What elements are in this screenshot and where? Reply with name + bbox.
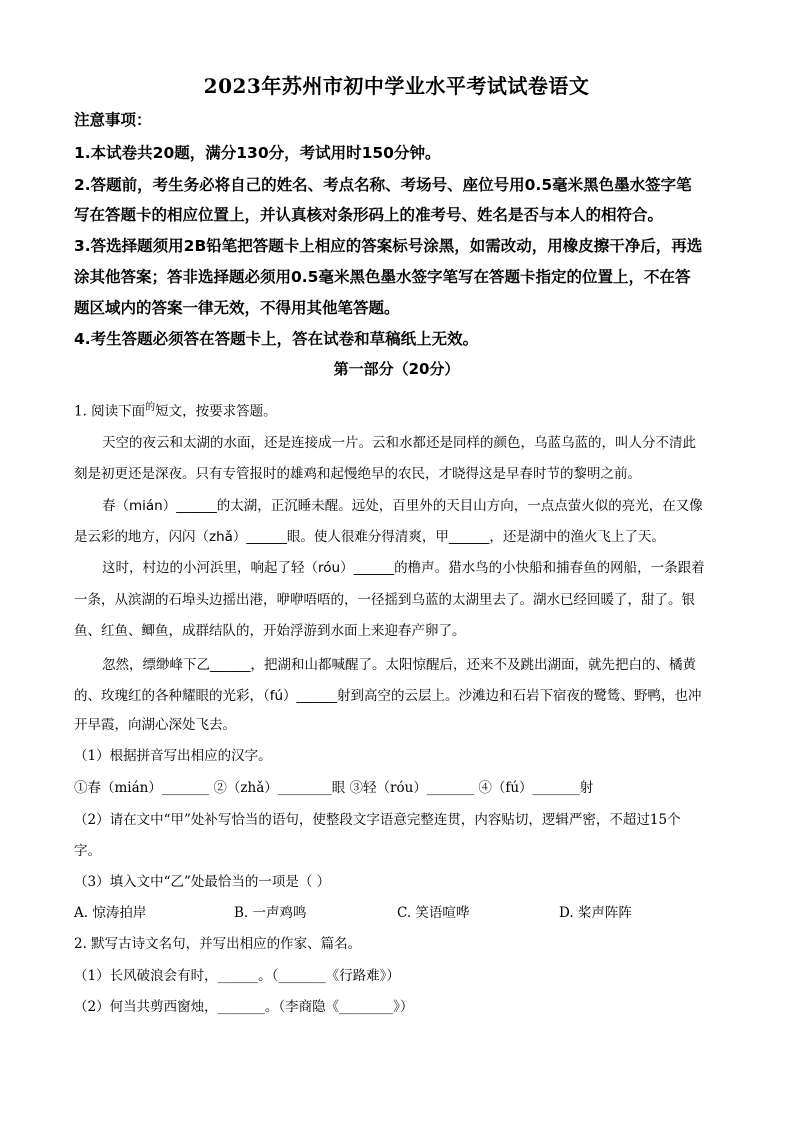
sub-question-1-answers: ①春（mián）_______ ②（zhǎ）________眼 ③轻（róu）_______ ④（fú）_______射 xyxy=(74,780,594,796)
notice-line: 1.本试卷共20题，满分130分，考试用时150分钟。 xyxy=(74,144,441,162)
option-d: D. 桨声阵阵 xyxy=(559,905,632,921)
question-2-stem: 2. 默写古诗文名句，并写出相应的作家、篇名。 xyxy=(74,936,362,952)
question-1-stem-pre: 1. 阅读下面 xyxy=(74,403,146,420)
notice-heading: 注意事项： xyxy=(74,111,152,129)
option-c: C. 笑语喧哗 xyxy=(397,905,470,921)
passage-line: 鱼、红鱼、鲫鱼，成群结队的，开始浮游到水面上来迎春产卵了。 xyxy=(74,623,466,639)
option-a: A. 惊涛拍岸 xyxy=(74,905,147,921)
question-2-item: （2）何当共剪西窗烛，_______。（李商隐《________》） xyxy=(74,999,414,1015)
notice-line: 2.答题前，考生务必将自己的姓名、考点名称、考场号、座位号用0.5毫米黑色墨水签字笔 xyxy=(74,176,692,194)
notice-line: 写在答题卡的相应位置上，并认真核对条形码上的准考号、姓名是否与本人的相符合。 xyxy=(74,206,664,224)
notice-line: 4.考生答题必须答在答题卡上，答在试卷和草稿纸上无效。 xyxy=(74,330,479,348)
passage-line: 天空的夜云和太湖的水面，还是连接成一片。云和水都还是同样的颜色，乌蓝乌蓝的，叫人分不清此 xyxy=(102,435,696,451)
notice-line: 涂其他答案；答非选择题必须用0.5毫米黑色墨水签字笔写在答题卡指定的位置上，不在答 xyxy=(74,268,691,286)
question-1-stem-post: 短文，按要求答题。 xyxy=(155,403,277,420)
page-title: 2023年苏州市初中学业水平考试试卷语文 xyxy=(203,74,590,98)
sub-question-2-line: 字。 xyxy=(74,843,101,859)
passage-line: 一条，从滨湖的石埠头边摇出港，咿咿唔唔的，一径摇到乌蓝的太湖里去了。湖水已经回暖了，甜了。银 xyxy=(74,592,695,608)
sub-question-1-prompt: （1）根据拼音写出相应的汉字。 xyxy=(74,748,272,764)
passage-line: 春（mián）______的太湖，正沉睡未醒。远处，百里外的天目山方向，一点点萤火似的亮光，在又像 xyxy=(102,498,703,514)
section-title: 第一部分（20分） xyxy=(333,360,460,378)
sub-question-3-prompt: （3）填入文中“乙”处最恰当的一项是（ ） xyxy=(74,874,331,890)
question-1-stem xyxy=(74,398,277,420)
passage-line: 这时，村边的小河浜里，响起了轻（róu）______的橹声。猎水鸟的小快船和捕春鱼的网船，一条跟着 xyxy=(102,560,705,576)
question-1-stem-sup: 的 xyxy=(145,402,156,413)
passage-line: 是云彩的地方，闪闪（zhǎ）______眼。使人很难分得清爽，甲______，还是湖中的渔火飞上了天。 xyxy=(74,529,665,545)
passage-line: 的、玫瑰红的各种耀眼的光彩，（fú）______射到高空的云层上。沙滩边和石岩下宿夜的鹭鸶、野鸭，也冲 xyxy=(74,688,702,704)
question-2-item: （1）长风破浪会有时，______。（_______《行路难》） xyxy=(74,968,400,984)
passage-line: 开早霞，向湖心深处飞去。 xyxy=(74,717,236,733)
passage-line: 忽然，缥缈峰下乙______，把湖和山都喊醒了。太阳惊醒后，还来不及跳出湖面，就先把白的、橘黄 xyxy=(102,657,696,673)
sub-question-2-line: （2）请在文中“甲”处补写恰当的语句，使整段文字语意完整连贯，内容贴切，逻辑严密，不超过15个 xyxy=(74,812,681,828)
notice-line: 题区域内的答案一律无效，不得用其他笔答题。 xyxy=(74,299,400,317)
option-b: B. 一声鸡鸣 xyxy=(234,905,307,921)
passage-line: 刻是初更还是深夜。只有专管报时的雄鸡和起慢绝早的农民，才晓得这是早春时节的黎明之前。 xyxy=(74,466,641,482)
notice-line: 3.答选择题须用2B铅笔把答题卡上相应的答案标号涂黑，如需改动，用橡皮擦干净后，再选 xyxy=(74,237,703,255)
